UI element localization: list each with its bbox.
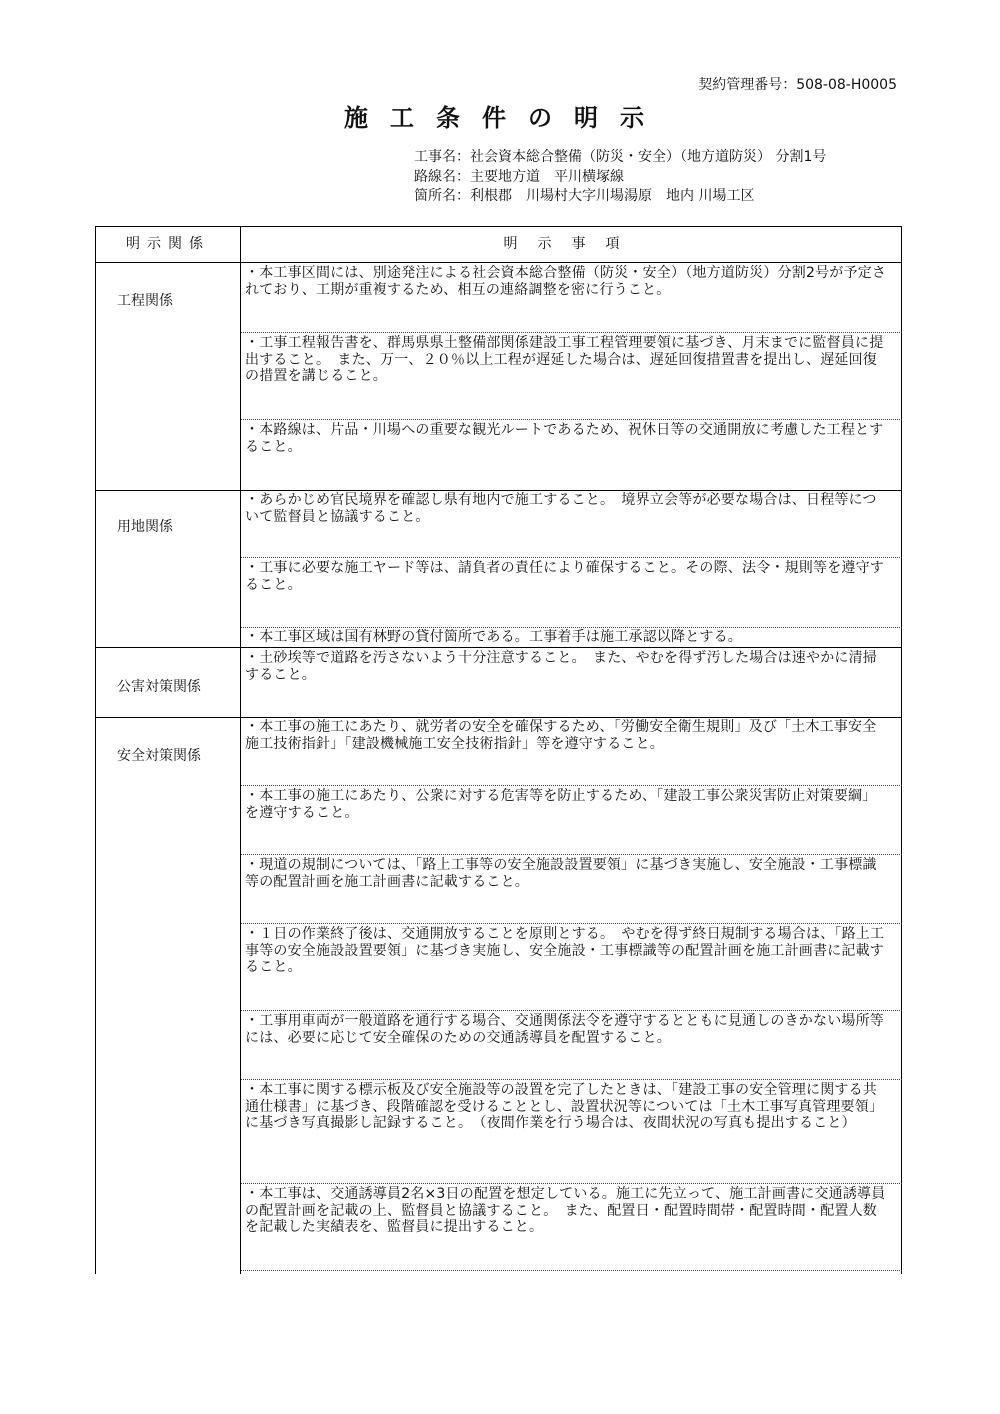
item-divider — [241, 419, 902, 420]
item-divider — [241, 1010, 902, 1011]
section-label-schedule: 工程関係 — [117, 293, 173, 309]
project-info — [414, 148, 826, 207]
section-item: ・現道の規制については、「路上工事等の安全施設設置要領」に基づき実施し、安全施設・工事標識等の配置計画を施工計画書に記載すること。 — [245, 857, 877, 890]
section-item: ・あらかじめ官民境界を確認し県有地内で施工すること。 境界立会等が必要な場合は、日程等について監督員と協議すること。 — [245, 492, 877, 525]
location-name: 箇所名：利根郡 川場村大字川場湯原 地内 川場工区 — [414, 188, 755, 204]
column-divider — [240, 226, 241, 1274]
project-name: 工事名：社会資本総合整備（防災・安全）（地方道防災） 分割1号 — [414, 149, 827, 165]
section-divider — [95, 490, 902, 491]
section-item: ・１日の作業終了後は、交通開放することを原則とする。 やむを得ず終日規制する場合は、「路上工事等の安全施設設置要領」に基づき実施し、安全施設・工事標識等の配置計画を施工計画書に記載すること。 — [245, 926, 885, 975]
section-item: ・工事に必要な施工ヤード等は、請負者の責任により確保すること。その際、法令・規則等を遵守すること。 — [245, 560, 884, 593]
section-item: ・本工事は、交通誘導員2名×3日の配置を想定している。施工に先立って、施工計画書に交通誘導員の配置計画を記載の上、監督員と協議すること。 また、配置日・配置時間帯・配置時間・配置人数を記載した実績表を、監督員に提出すること。 — [245, 1186, 886, 1235]
item-divider — [241, 557, 902, 558]
section-item: ・本工事区間には、別途発注による社会資本総合整備（防災・安全）（地方道防災）分割2号が予定されており、工期が重複するため、相互の連絡調整を密に行うこと。 — [245, 265, 887, 298]
section-item: ・工事用車両が一般道路を通行する場合、交通関係法令を遵守するとともに見通しのきかない場所等には、必要に応じて安全確保のための交通誘導員を配置すること。 — [245, 1013, 884, 1046]
item-divider — [241, 332, 902, 333]
item-divider — [241, 1079, 902, 1080]
section-item: ・本工事区域は国有林野の貸付箇所である。工事着手は施工承認以降とする。 — [245, 629, 742, 645]
table-header-row — [95, 226, 902, 263]
section-item: ・本工事の施工にあたり、就労者の安全を確保するため、「労働安全衛生規則」及び「土木工事安全施工技術指針」「建設機械施工安全技術指針」等を遵守すること。 — [245, 719, 877, 752]
header-items: 明示事項 — [503, 236, 640, 252]
contract-number: 契約管理番号：508-08-H0005 — [698, 77, 897, 93]
section-divider — [95, 647, 902, 648]
conditions-table — [95, 226, 902, 1274]
section-label-safety: 安全対策関係 — [117, 748, 201, 764]
section-item: ・本工事の施工にあたり、公衆に対する危害等を防止するため、「建設工事公衆災害防止対策要綱」を遵守すること。 — [245, 788, 877, 821]
section-item: ・本路線は、片品・川場への重要な観光ルートであるため、祝休日等の交通開放に考慮した工程とすること。 — [245, 422, 884, 455]
section-item: ・工事工程報告書を、群馬県県土整備部関係建設工事工程管理要領に基づき、月末までに監督員に提出すること。 また、万一、２０％以上工程が遅延した場合は、遅延回復措置書を提出し、遅延回復の措置を講じること。 — [245, 335, 884, 384]
header-category: 明示関係 — [126, 236, 210, 252]
section-label-land: 用地関係 — [117, 519, 173, 535]
section-item: ・本工事に関する標示板及び安全施設等の設置を完了したときは、「建設工事の安全管理に関する共通仕様書」に基づき、段階確認を受けることとし、設置状況等については「土木工事写真管理要領」に基づき写真撮影し記録すること。 （夜間作業を行う場合は、夜間状況の写真も提出すること） — [245, 1082, 884, 1131]
item-divider — [241, 854, 902, 855]
item-divider — [241, 785, 902, 786]
item-divider — [241, 923, 902, 924]
route-name: 路線名：主要地方道 平川横塚線 — [414, 168, 624, 185]
page-title: 施工条件の明示 — [344, 104, 666, 132]
item-divider — [241, 1270, 902, 1271]
item-divider — [241, 1183, 902, 1184]
section-divider — [95, 717, 902, 718]
section-item: ・土砂埃等で道路を汚さないよう十分注意すること。 また、やむを得ず汚した場合は速やかに清掃すること。 — [245, 650, 877, 683]
section-label-pollution: 公害対策関係 — [117, 679, 201, 695]
item-divider — [241, 627, 902, 628]
